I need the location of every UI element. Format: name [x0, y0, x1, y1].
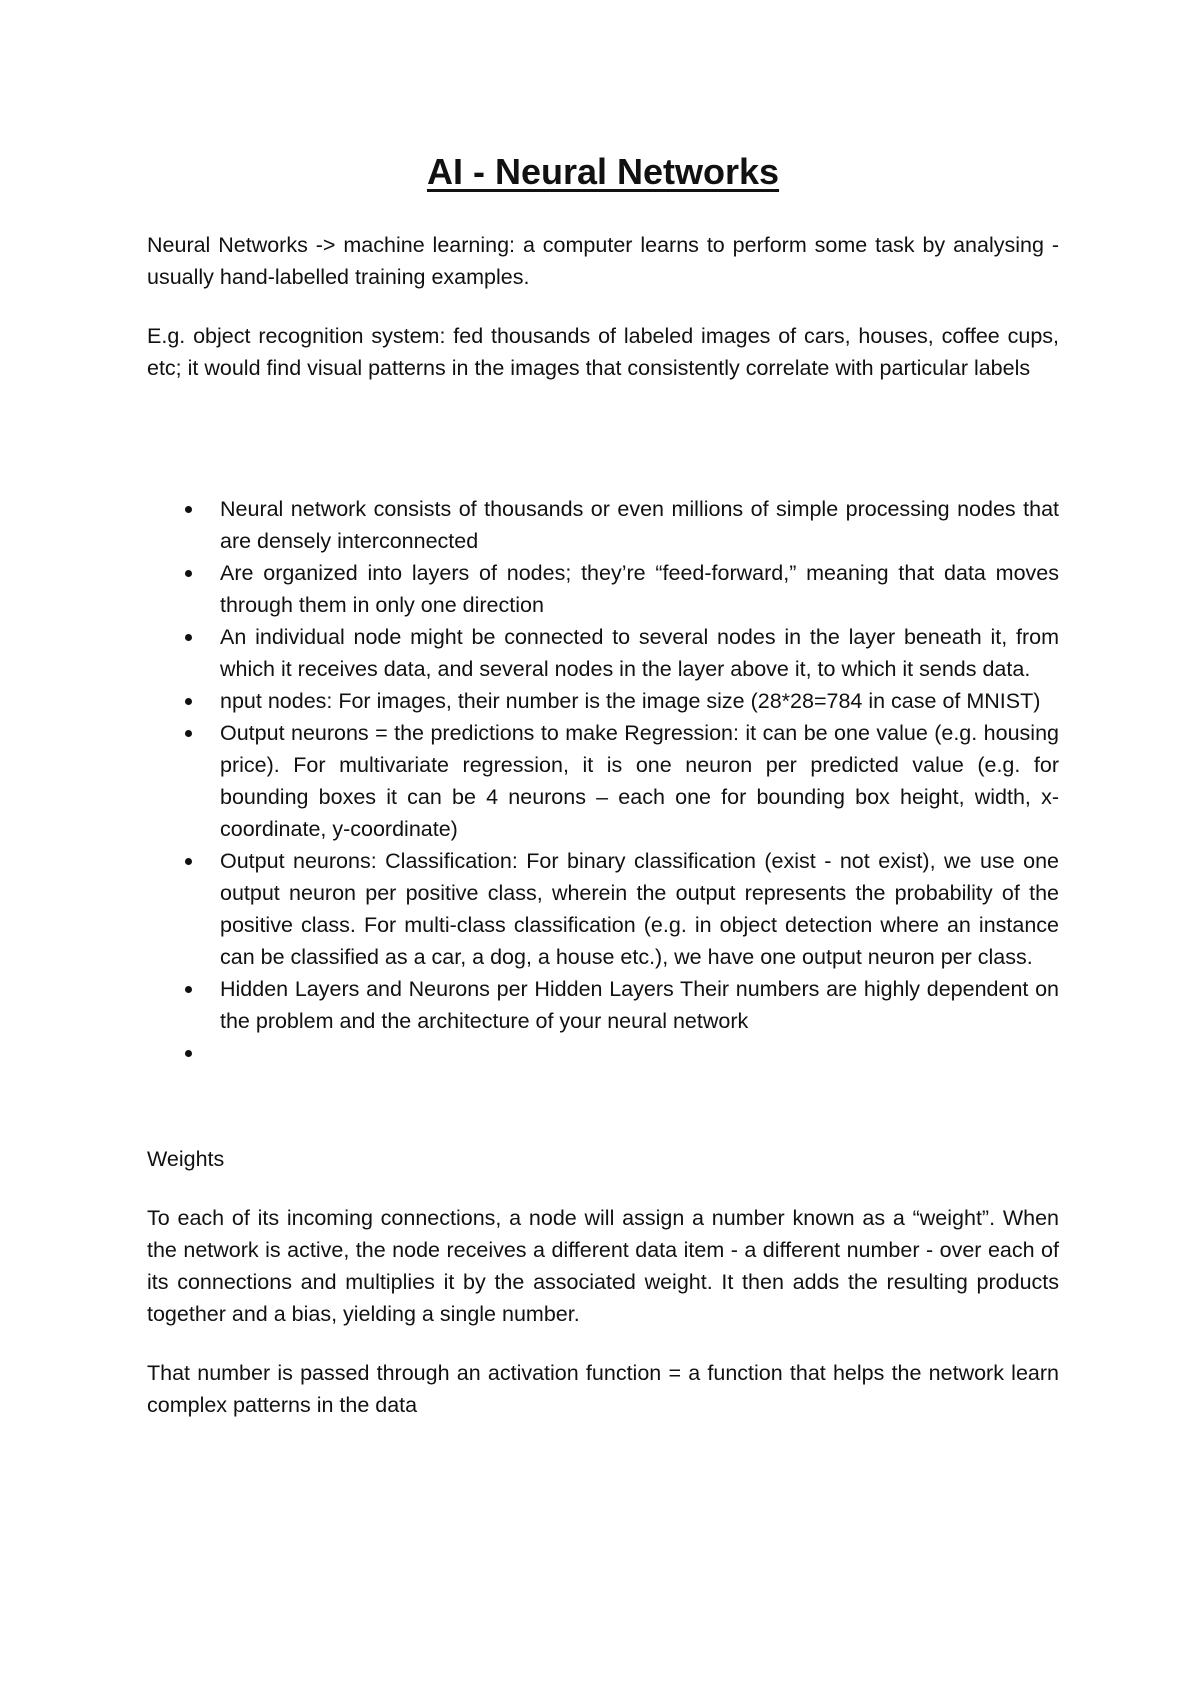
bullet-icon [185, 1050, 192, 1057]
bullet-icon [185, 730, 192, 737]
bullet-item-empty [147, 1037, 1059, 1069]
bullet-icon [185, 986, 192, 993]
weights-paragraph: To each of its incoming connections, a node will assign a number known as a “weight”. When the network is active, the node receives a different data item - a different number - over each of its connections and multiplies it by the associated weight. It then adds the resulting products together and a bias, yielding a single number. [147, 1206, 1059, 1327]
bullet-list [147, 493, 1059, 1069]
document-body [147, 150, 1059, 1421]
bullet-item [147, 973, 1059, 1037]
intro-paragraph: Neural Networks -> machine learning: a computer learns to perform some task by analysing -usually hand-labelled training examples. [147, 233, 1059, 290]
bullet-icon [185, 858, 192, 865]
bullet-text: nput nodes: For images, their number is the image size (28*28=784 in case of MNIST) [220, 689, 1041, 714]
bullet-item [147, 621, 1059, 685]
bullet-text: Are organized into layers of nodes; they’re “feed-forward,” meaning that data moves through them in only one direction [220, 561, 1059, 618]
bullet-text: Neural network consists of thousands or even millions of simple processing nodes that are densely interconnected [220, 497, 1059, 554]
bullet-item [147, 493, 1059, 557]
bullet-icon [185, 634, 192, 641]
bullet-item [147, 685, 1059, 717]
bullet-item [147, 557, 1059, 621]
bullet-icon [185, 506, 192, 513]
bullet-text: Hidden Layers and Neurons per Hidden Layers Their numbers are highly dependent on the problem and the architecture of your neural network [220, 977, 1059, 1034]
example-paragraph: E.g. object recognition system: fed thousands of labeled images of cars, houses, coffee cups, etc; it would find visual patterns in the images that consistently correlate with particular labels [147, 324, 1059, 381]
bullet-icon [185, 698, 192, 705]
bullet-item [147, 717, 1059, 845]
bullet-text: Output neurons: Classification: For binary classification (exist - not exist), we use one output neuron per positive class, wherein the output represents the probability of the positive class. For multi-class classification (e.g. in object detection where an instance can be classified as a car, a dog, a house etc.), we have one output neuron per class. [220, 849, 1059, 970]
bullet-icon [185, 570, 192, 577]
bullet-text: Output neurons = the predictions to make Regression: it can be one value (e.g. housing price). For multivariate regression, it is one neuron per predicted value (e.g. for bounding boxes it can be 4 neurons – each one for bounding box height, width, x-coordinate, y-coordinate) [220, 721, 1059, 842]
page-title: AI - Neural Networks [426, 151, 780, 192]
weights-heading: Weights [147, 1147, 225, 1172]
bullet-text: An individual node might be connected to several nodes in the layer beneath it, from which it receives data, and several nodes in the layer above it, to which it sends data. [220, 625, 1059, 682]
bullet-item [147, 845, 1059, 973]
activation-paragraph: That number is passed through an activation function = a function that helps the network learn complex patterns in the data [147, 1361, 1059, 1418]
